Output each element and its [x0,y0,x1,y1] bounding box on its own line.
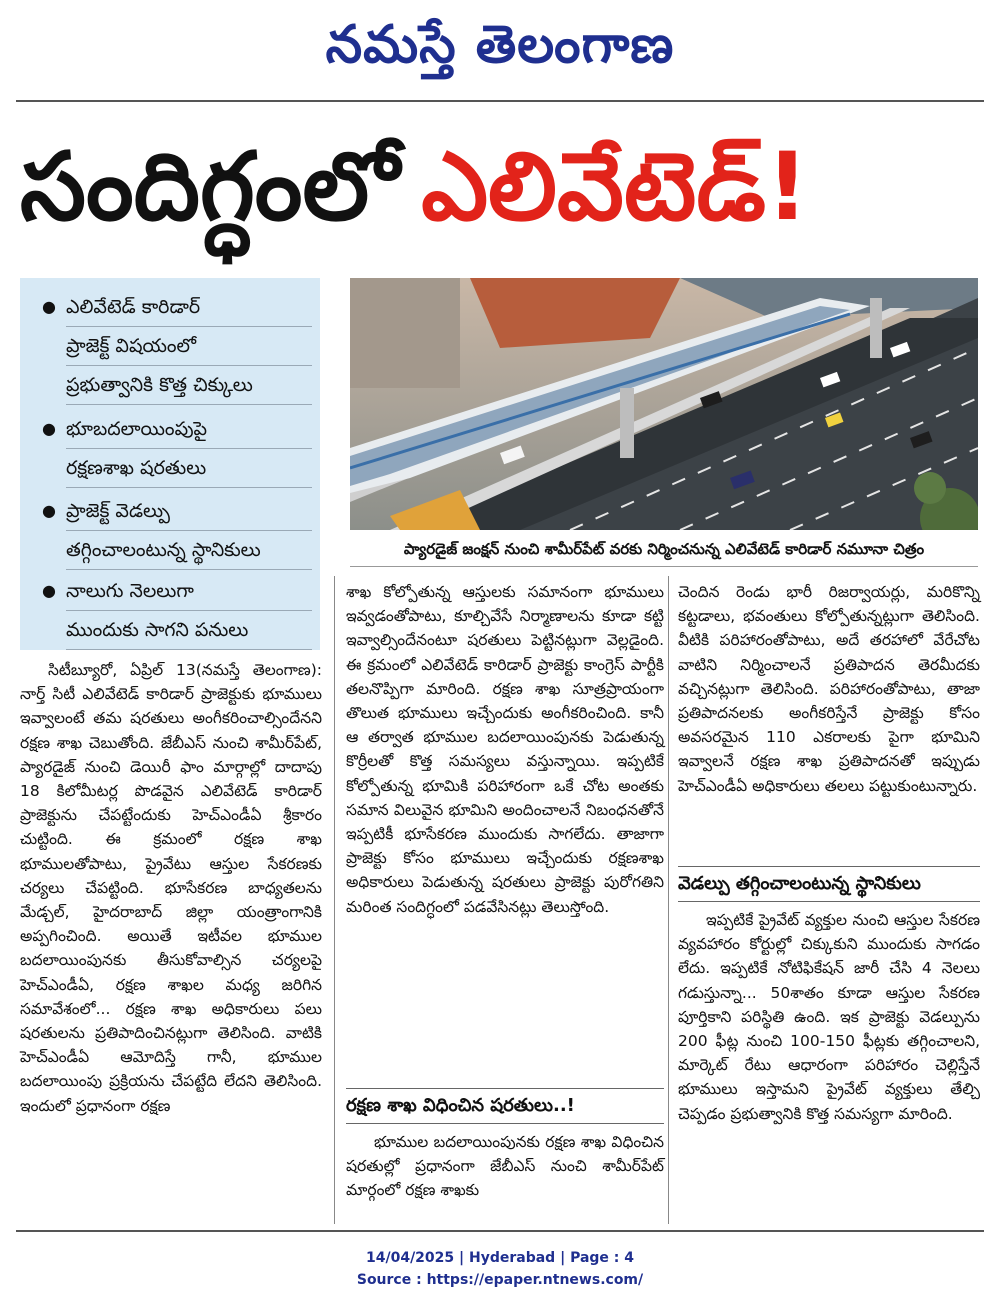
highlight-item [42,410,312,488]
highlight-line: రక్షణశాఖ షరతులు [66,449,312,488]
headline [20,128,980,248]
highlight-line: ప్రాజెక్ట్ విషయంలో [66,327,312,366]
highlights-box [20,278,320,650]
article-paragraph: సిటీబ్యూరో, ఏప్రిల్ 13(నమస్తే తెలంగాణ): నార్త్ సిటీ ఎలివేటెడ్ కారిడార్ ప్రాజెక్టుకు భూములు ఇవ్వాలంటే తమ షరతులు అంగీకరించాల్సిందేనని రక్షణ శాఖ చెబుతోంది. జేబీఎస్ నుంచి శామీర్‌పేట్, ప్యారడైజ్ నుంచి డెయిరీ ఫాం మార్గాల్లో దాదాపు 18 కిలోమీటర్ల పొడవైన ఎలివేటెడ్ కారిడార్ ప్రాజెక్టును చేపట్టేందుకు హెచ్ఎండీఏ శ్రీకారం చుట్టింది. ఈ క్రమంలో రక్షణ శాఖ భూములతోపాటు, ప్రైవేటు ఆస్తుల సేకరణకు చర్యలు చేపట్టింది. భూసేకరణ బాధ్యతలను మేడ్చల్, హైదరాబాద్ జిల్లా యంత్రాంగానికి అప్పగించింది. అయితే ఇటీవల భూముల బదలాయింపునకు తీసుకోవాల్సిన చర్యలపై హెచ్ఎండీఏ, రక్షణ శాఖల మధ్య జరిగిన సమావేశంలో... రక్షణ శాఖ అధికారులు పలు షరతులను ప్రతిపాదించినట్లుగా తెలిసింది. వాటికి హెచ్ఎండీఏ ఆమోదిస్తే గానీ, భూముల బదలాయింపు ప్రక్రియను చేపట్టేది లేదని తెలిసింది. ఇందులో ప్రధానంగా రక్షణ [20,661,322,1115]
footer-date-edition: 14/04/2025 | Hyderabad | Page : 4 [365,1250,635,1266]
elevated-corridor-photo [350,278,978,530]
masthead-divider [16,100,984,102]
headline-part1: సందిగ్ధంలో [20,133,400,242]
article-column-3-continued [678,908,980,1126]
footer-divider [16,1230,984,1232]
corridor-illustration [350,278,978,530]
highlight-item [42,288,312,405]
headline-part2: ఎలివేటెడ్! [421,133,809,242]
bullet-icon: ● [42,501,56,520]
article-paragraph: ఇప్పటికే ప్రైవేట్ వ్యక్తుల నుంచి ఆస్తుల సేకరణ వ్యవహారం కోర్టుల్లో చిక్కుకుని ముందుకు సాగడం లేదు. ఇప్పటికే నోటిఫికేషన్ జారీ చేసి 4 నెలలు గడుస్తున్నా... 50శాతం కూడా ఆస్తుల సేకరణ పూర్తికాని పరిస్థితి ఉంది. ఇక ప్రాజెక్టు వెడల్పును 200 ఫీట్ల నుంచి 100-150 ఫీట్లకు తగ్గించాలని, మార్కెట్ రేటు ఆధారంగా పరిహారం చెల్లిస్తేనే భూములు ఇస్తామని ప్రైవేట్ వ్యక్తులు తేల్చి చెప్పడం ప్రభుత్వానికి కొత్త సమస్యగా మారింది. [678,911,980,1123]
article-paragraph: శాఖ కోల్పోతున్న ఆస్తులకు సమానంగా భూములు ఇవ్వడంతోపాటు, కూల్చివేసే నిర్మాణాలను కూడా కట్టి ఇవ్వాల్సిందేనంటూ షరతులు పెట్టినట్లుగా వెల్లడైంది. ఈ క్రమంలో ఎలివేటెడ్ కారిడార్ ప్రాజెక్టు కాంగ్రెస్ పార్టీకి తలనొప్పిగా మారింది. రక్షణ శాఖ సూత్రప్రాయంగా తొలుత భూములు ఇచ్చేందుకు అంగీకరించింది. కానీ ఆ తర్వాత భూముల బదలాయింపునకు పెడుతున్న కొర్రీలతో కొత్త సమస్యలు వస్తున్నాయి. ఇప్పటికే కోల్పోతున్న భూమికి పరిహారంగా ఒకే చోట అంతకు సమాన విలువైన భూమిని అందించాలనే నిబంధనతోనే ఇప్పటికీ భూసేకరణ ముందుకు సాగలేదు. తాజాగా ప్రాజెక్టు కోసం భూములు ఇచ్చేందుకు రక్షణశాఖ అధికారులు పెడుతున్న షరతులు ప్రాజెక్టు పురోగతిని మరింత సందిగ్ధంలో పడవేసినట్లు తెలుస్తోంది. [346,583,664,916]
masthead-logo: నమస్తే తెలంగాణ [325,14,675,75]
article-column-2-continued [346,1130,664,1203]
article-column-3 [678,580,980,798]
article-column-2 [346,580,664,919]
footer-source-link[interactable]: Source : https://epaper.ntnews.com/ [356,1272,644,1288]
bullet-icon: ● [42,581,56,600]
subheading-locals-demand: వెడల్పు తగ్గించాలంటున్న స్థానికులు [678,866,980,902]
highlight-item [42,572,312,650]
highlight-item [42,492,312,570]
column-divider [334,576,335,1224]
highlight-line: భూబదలాయింపుపై [66,410,312,449]
highlight-line: ముందుకు సాగని పనులు [66,611,312,650]
article-paragraph: భూముల బదలాయింపునకు రక్షణ శాఖ విధించిన షరతుల్లో ప్రధానంగా జేబీఎస్ నుంచి శామీర్‌పేట్ మార్గంలో రక్షణ శాఖకు [346,1133,664,1200]
bullet-icon: ● [42,297,56,316]
highlight-line: తగ్గించాలంటున్న స్థానికులు [66,531,312,570]
photo-caption: ప్యారడైజ్ జంక్షన్ నుంచి శామీర్‌పేట్ వరకు నిర్మించనున్న ఎలివేటెడ్ కారిడార్ నమూనా చిత్రం [350,532,978,567]
highlight-line: నాలుగు నెలలుగా [66,572,312,611]
highlight-line: ప్రాజెక్ట్ వెడల్పు [66,492,312,531]
highlight-line: ఎలివేటెడ్ కారిడార్ [66,288,312,327]
bullet-icon: ● [42,419,56,438]
highlight-line: ప్రభుత్వానికి కొత్త చిక్కులు [66,366,312,405]
article-paragraph: చెందిన రెండు భారీ రిజర్వాయర్లు, మరికొన్ని కట్టడాలు, భవంతులు కోల్పోతున్నట్లుగా తెలిసింది. వీటికి పరిహారంతోపాటు, అదే తరహాలో వేరేచోట వాటిని నిర్మించాలనే ప్రతిపాదన తెరమీదకు వచ్చినట్లుగా తెలిసింది. పరిహారంతోపాటు, తాజా ప్రతిపాదనలకు అంగీకరిస్తేనే ప్రాజెక్టు కోసం అవసరమైన 110 ఎకరాలకు పైగా భూమిని ఇవ్వాలనే రక్షణ శాఖ ప్రతిపాదనతో ఇప్పుడు హెచ్ఎండీఏ అధికారులు తలలు పట్టుకుంటున్నారు. [678,583,980,795]
column-divider [668,576,669,1224]
article-column-1 [20,658,322,1118]
subheading-defence-conditions: రక్షణ శాఖ విధించిన షరతులు..! [346,1088,664,1124]
